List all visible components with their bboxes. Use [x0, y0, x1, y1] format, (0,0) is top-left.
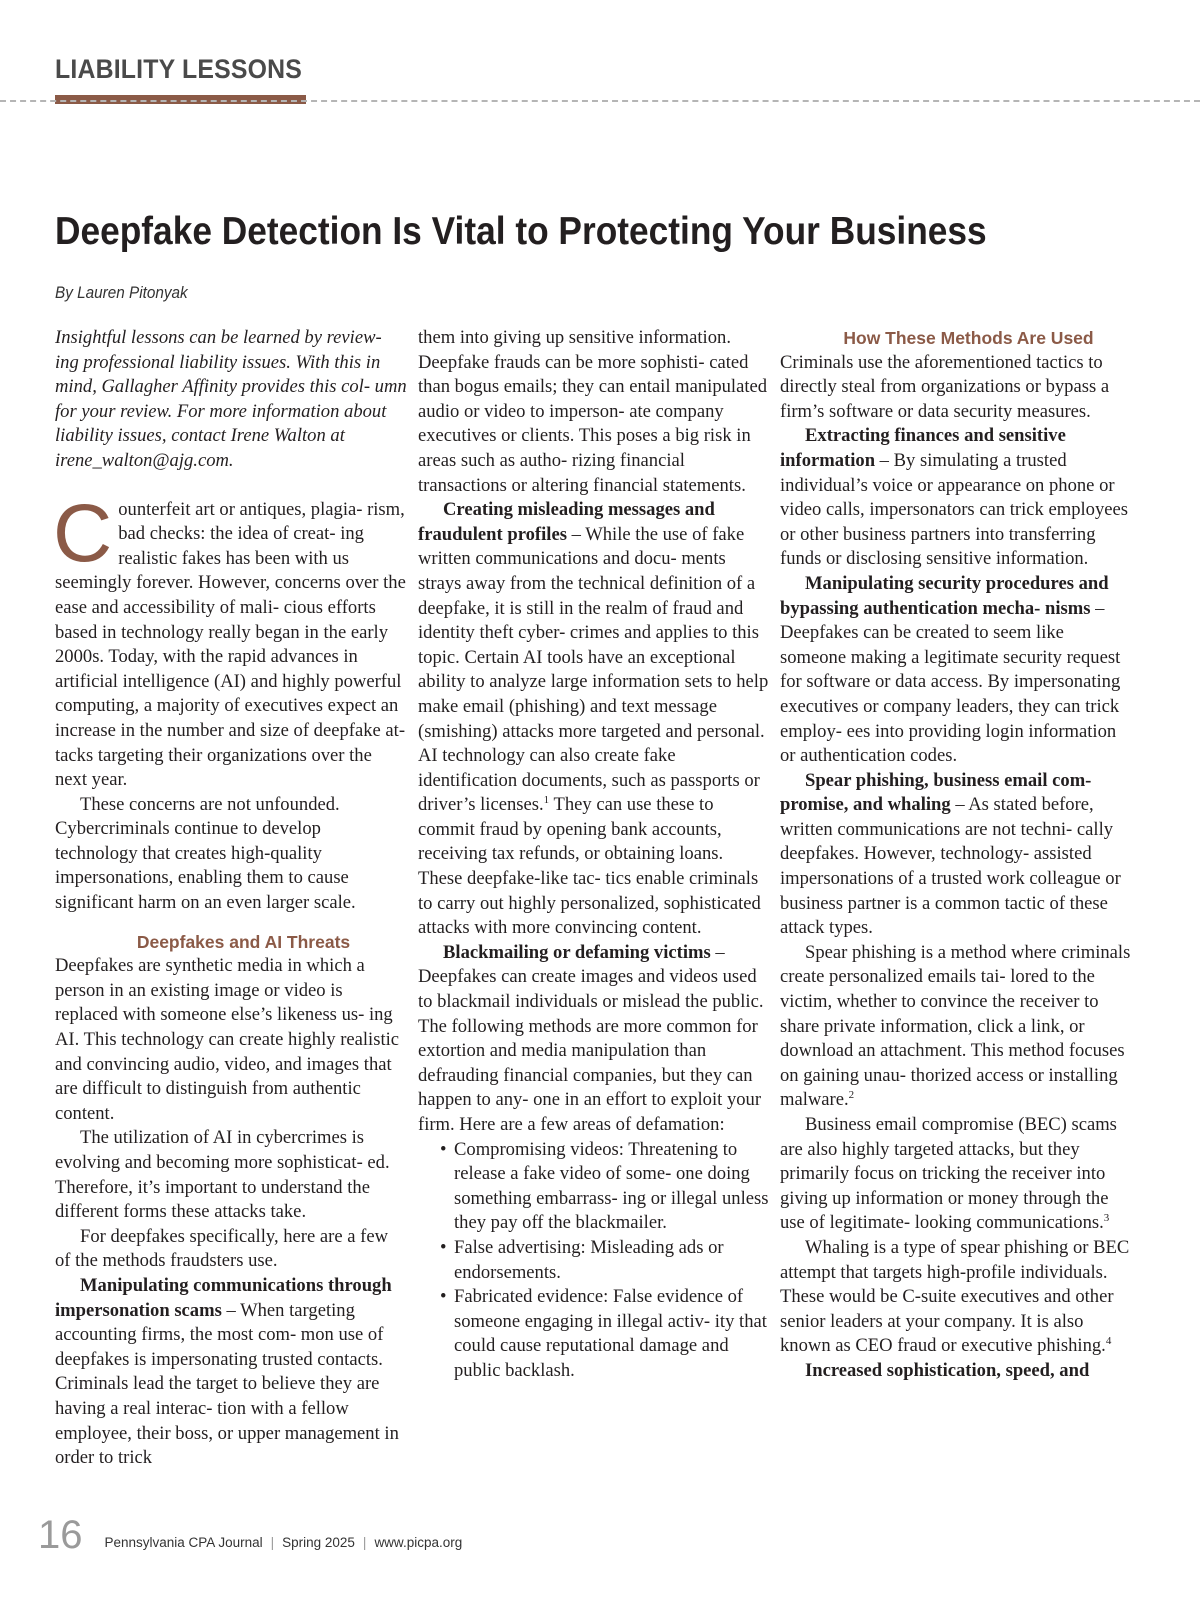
article-title: Deepfake Detection Is Vital to Protecting Your Business	[55, 210, 987, 253]
website-link[interactable]: www.picpa.org	[374, 1535, 463, 1550]
list-item: • False advertising: Misleading ads or endorsements.	[440, 1236, 770, 1285]
issue-date: Spring 2025	[282, 1535, 355, 1550]
paragraph-text: – As stated before, written communications are not techni- cally deepfakes. However, technology- assisted impersonations of a trusted work colleague or business partner is a common tactic of these attack types.	[780, 794, 1121, 939]
paragraph: The utilization of AI in cybercrimes is evolving and becoming more sophisticat- ed. Therefore, it’s important to understand the different forms these attacks take.	[55, 1127, 390, 1223]
paragraph	[780, 769, 1132, 941]
paragraph	[780, 1359, 1132, 1384]
lead-in: Blackmailing or defaming victims	[443, 941, 711, 963]
paragraph	[55, 1274, 407, 1471]
footer-separator: |	[362, 1535, 367, 1550]
paragraph	[780, 572, 1132, 769]
subhead: Deepfakes and AI Threats	[136, 931, 351, 952]
paragraph	[53, 487, 407, 793]
intro-note: Insightful lessons can be learned by review- ing professional liability issues. With this in mind, Gallagher Affinity provides this col- umn for your review. For more information about liability issues, contact Irene Walton at irene_walton@ajg.com.	[55, 327, 407, 471]
paragraph	[780, 1236, 1132, 1359]
paragraph	[780, 424, 1132, 572]
paragraph-text: Spear phishing is a method where criminals create personalized emails tai- lored to the victim, whether to convince the receiver to share private information, click a link, or download an attachment. This method focuses on gaining unau- thorized access or installing malware.	[780, 941, 1131, 1111]
paragraph	[418, 498, 770, 941]
footnote-ref: 2	[848, 1089, 855, 1102]
paragraph-text: – Deepfakes can create images and videos used to blackmail individuals or mislead the public. The following methods are more common for extortion and media manipulation than defrauding financial companies, but they can happen to any- one in an effort to exploit your firm. Here are a few areas of defamation:	[418, 941, 764, 1135]
paragraph-text: – While the use of fake written communications and docu- ments strays away from the technical definition of a deepfake, it is still in the realm of fraud and identity theft cyber- crimes and applies to this topic. Certain AI tools have an exceptional ability to analyze large information sets to help make email (phishing) and text message (smishing) attacks more targeted and personal. AI technology can also create fake identification documents, such as passports or driver’s licenses.	[418, 523, 769, 816]
paragraph-text: ounterfeit art or antiques, plagia- rism, bad checks: the idea of creat- ing realistic fakes has been with us seemingly forever. However, concerns over the ease and accessibility of mali- cious efforts based in technology really began in the early 2000s. Today, with the rapid advances in artificial intelligence (AI) and highly powerful computing, a majority of executives expect an increase in the number and size of deepfake at- tacks targeting their organizations over the next year.	[55, 498, 406, 791]
paragraph-text: – By simulating a trusted individual’s voice or appearance on phone or video calls, impersonators can trick employees or other business partners into transferring funds or disclosing sensitive information.	[780, 449, 1129, 570]
article-column-2	[418, 326, 770, 1384]
paragraph-text: – Deepfakes can be created to seem like someone making a legitimate security request for software or data access. By impersonating executives or company leaders, they can trick employ- ees into providing login information or authentication codes.	[780, 597, 1121, 767]
section-label: LIABILITY LESSONS	[55, 54, 302, 84]
page-number: 16	[38, 1513, 83, 1557]
footer-info	[105, 1535, 463, 1550]
article-column-3	[780, 326, 1132, 1384]
paragraph-text: Business email compromise (BEC) scams are also highly targeted attacks, but they primarily focus on tricking the receiver into giving up information or money through the use of legitimate- looking communications.	[780, 1114, 1117, 1234]
paragraph: Criminals use the aforementioned tactics to directly steal from organizations or bypass a firm’s software or data security measures.	[780, 351, 1110, 422]
dashed-divider	[0, 100, 1200, 102]
drop-cap: C	[53, 487, 113, 579]
paragraph: These concerns are not unfounded. Cybercriminals continue to develop technology that creates high-quality impersonations, enabling them to cause significant harm on an even larger scale.	[55, 793, 356, 914]
publication-name: Pennsylvania CPA Journal	[104, 1535, 263, 1550]
defamation-list	[418, 1138, 770, 1384]
page-footer	[38, 1510, 462, 1555]
lead-in: Manipulating security procedures and bypassing authentication mecha- nisms	[780, 572, 1109, 619]
footnote-ref: 4	[1105, 1335, 1112, 1348]
lead-in: Manipulating communications through impersonation scams	[55, 1274, 392, 1321]
byline: By Lauren Pitonyak	[55, 283, 188, 302]
list-item: • Compromising videos: Threatening to release a fake video of some- one doing something embarrass- ing or illegal unless they pay off the blackmailer.	[440, 1138, 770, 1236]
paragraph-text: – When targeting accounting firms, the most com- mon use of deepfakes is impersonating trusted contacts. Criminals lead the target to believe they are having a real interac- tion with a fellow employee, their boss, or upper management in order to trick	[55, 1299, 399, 1469]
paragraph-text: They can use these to commit fraud by opening bank accounts, receiving tax refunds, or obtaining loans. These deepfake-like tac- tics enable criminals to carry out highly personalized, sophisticated attacks with more convincing content.	[418, 794, 761, 939]
paragraph	[418, 941, 770, 1138]
footer-separator: |	[270, 1535, 275, 1550]
subhead: How These Methods Are Used	[843, 328, 1094, 348]
lead-in: Spear phishing, business email com- promise, and whaling	[780, 769, 1092, 816]
paragraph	[780, 941, 1132, 1113]
paragraph: them into giving up sensitive information. Deepfake frauds can be more sophisti- cated than bogus emails; they can entail manipulated audio or video to imperson- ate company executives or clients. This poses a big risk in areas such as autho- rizing financial transactions or altering financial statements.	[418, 327, 768, 496]
list-item: • Fabricated evidence: False evidence of someone engaging in illegal activ- ity that could cause reputational damage and public backlash.	[440, 1285, 770, 1383]
paragraph-text: Whaling is a type of spear phishing or BEC attempt that targets high-profile individuals. These would be C-suite executives and other senior leaders at your company. It is also known as CEO fraud or executive phishing.	[780, 1236, 1130, 1357]
paragraph: Deepfakes are synthetic media in which a person in an existing image or video is replaced with someone else’s likeness us- ing AI. This technology can create highly realistic and convincing audio, video, and images that are difficult to distinguish from authentic content.	[55, 955, 400, 1124]
footnote-ref: 1	[543, 794, 550, 807]
lead-in: Increased sophistication, speed, and	[805, 1359, 1090, 1381]
lead-in: Creating misleading messages and fraudulent profiles	[418, 499, 715, 545]
footnote-ref: 3	[1103, 1212, 1110, 1225]
paragraph: For deepfakes specifically, here are a few of the methods fraudsters use.	[55, 1225, 389, 1272]
paragraph	[780, 1113, 1132, 1236]
lead-in: Extracting finances and sensitive information	[780, 425, 1066, 471]
article-column-1	[55, 326, 407, 1471]
